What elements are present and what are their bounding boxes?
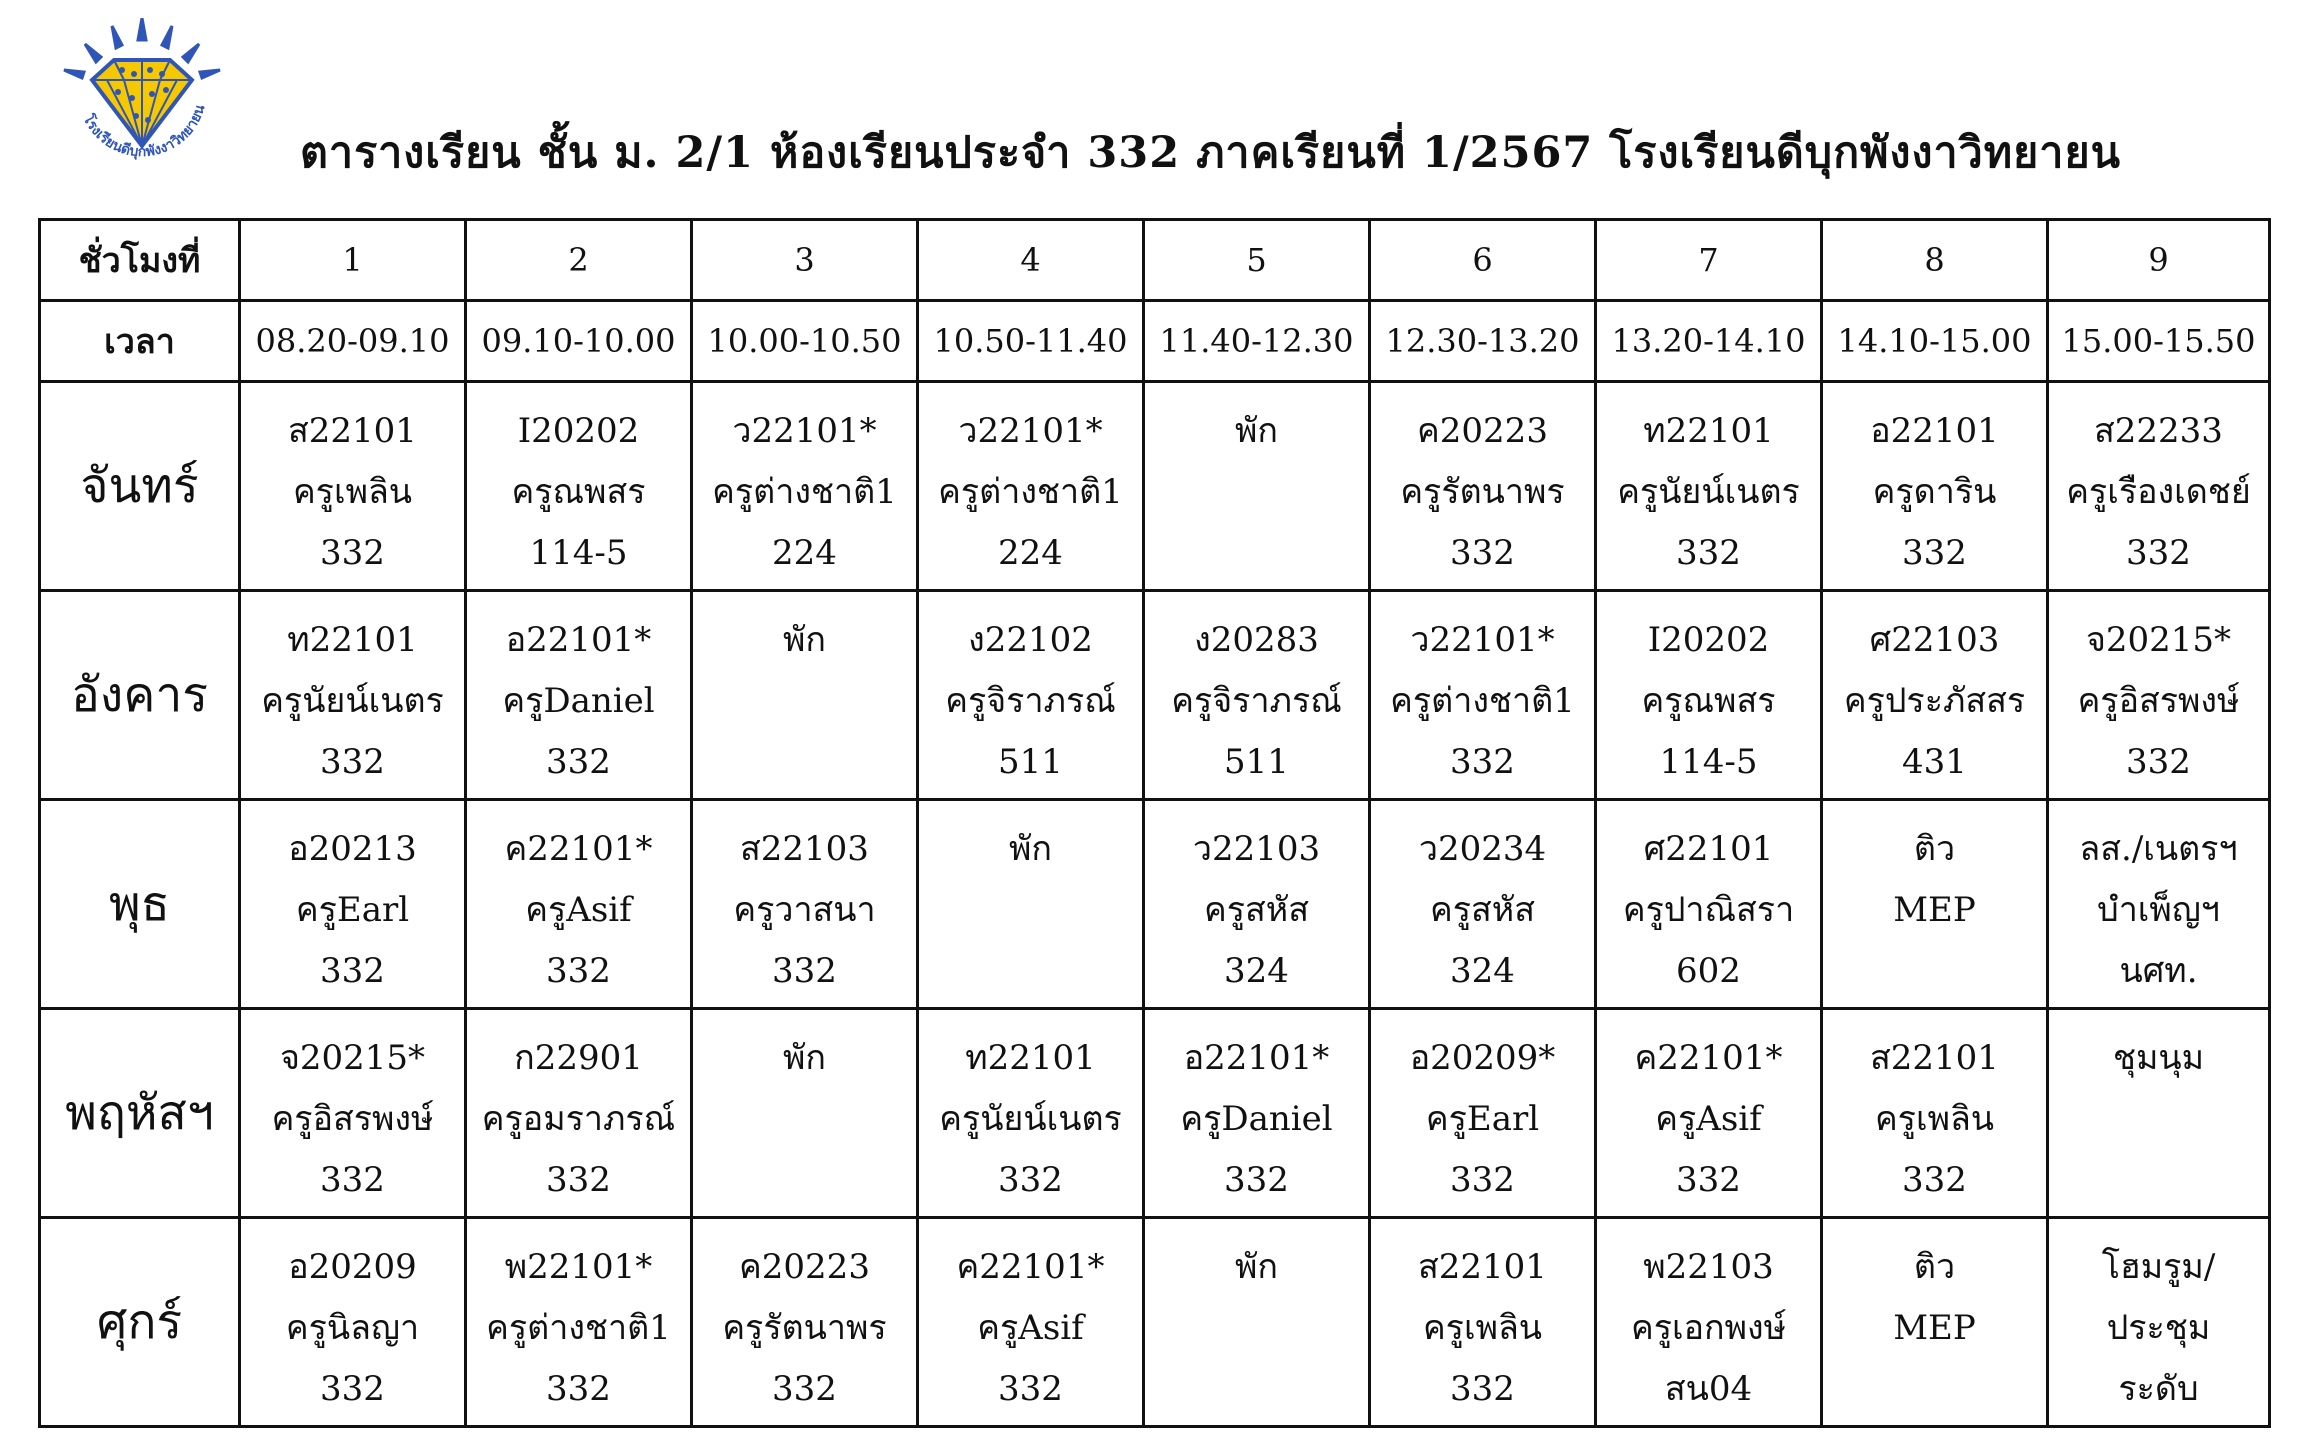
- subject-code: พัก: [783, 1038, 826, 1078]
- subject-code: ค22101*: [1634, 1038, 1783, 1078]
- class-cell: [1370, 1218, 1596, 1427]
- teacher-name: ครูนัยน์เนตร: [939, 1099, 1122, 1139]
- subject-code: จ20215*: [2085, 620, 2232, 660]
- period-number: 3: [692, 220, 918, 301]
- subject-code: ส22101: [1870, 1038, 1999, 1078]
- class-cell: [466, 591, 692, 800]
- class-cell: [2048, 1009, 2270, 1218]
- period-time: 15.00-15.50: [2048, 301, 2270, 382]
- teacher-name: ครูปาณิสรา: [1622, 890, 1795, 930]
- room-number: ระดับ: [2118, 1369, 2199, 1409]
- subject-code: พัก: [1009, 829, 1052, 869]
- class-cell: [918, 591, 1144, 800]
- day-row: [40, 591, 2270, 800]
- subject-code: ลส./เนตรฯ: [2079, 829, 2238, 869]
- diamond-school-emblem-icon: [52, 18, 232, 178]
- day-name: จันทร์: [40, 382, 240, 591]
- class-cell: [240, 382, 466, 591]
- period-number: 6: [1370, 220, 1596, 301]
- room-number: 224: [772, 533, 837, 573]
- subject-code: ค22101*: [504, 829, 653, 869]
- room-number: 332: [1450, 1369, 1515, 1409]
- teacher-name: ครูเพลิน: [1874, 1099, 1995, 1139]
- class-cell: [240, 591, 466, 800]
- room-number: 602: [1676, 951, 1741, 991]
- period-time: 11.40-12.30: [1144, 301, 1370, 382]
- class-cell: [1370, 382, 1596, 591]
- teacher-name: ครูจิราภรณ์: [945, 681, 1116, 721]
- room-number: 114-5: [529, 533, 628, 573]
- period-number: 5: [1144, 220, 1370, 301]
- subject-code: ค22101*: [956, 1247, 1105, 1287]
- class-cell: [2048, 591, 2270, 800]
- class-cell: [692, 1218, 918, 1427]
- teacher-name: ครูวาสนา: [733, 890, 876, 930]
- room-number: 332: [320, 1160, 385, 1200]
- class-cell: [1144, 800, 1370, 1009]
- room-number: 332: [320, 1369, 385, 1409]
- teacher-name: ครูต่างชาติ1: [486, 1308, 671, 1348]
- time-header-row: [40, 301, 2270, 382]
- room-number: 324: [1224, 951, 1289, 991]
- subject-code: ง22102: [968, 620, 1093, 660]
- subject-code: ท22101: [1643, 411, 1774, 451]
- teacher-name: ครูAsif: [525, 890, 632, 930]
- class-cell: [1144, 1218, 1370, 1427]
- room-number: 332: [998, 1160, 1063, 1200]
- period-number: 1: [240, 220, 466, 301]
- room-number: 332: [546, 951, 611, 991]
- class-cell: [466, 1218, 692, 1427]
- subject-code: ติว: [1913, 829, 1956, 869]
- subject-code: จ20215*: [279, 1038, 426, 1078]
- class-cell: [1596, 591, 1822, 800]
- class-cell: [1370, 1009, 1596, 1218]
- subject-code: อ20209: [288, 1247, 417, 1287]
- subject-code: ส22103: [740, 829, 869, 869]
- class-cell: [692, 591, 918, 800]
- period-header-row: [40, 220, 2270, 301]
- subject-code: ว20234: [1418, 829, 1547, 869]
- teacher-name: ครูต่างชาติ1: [938, 472, 1123, 512]
- day-name: พฤหัสฯ: [40, 1009, 240, 1218]
- teacher-name: ครูสหัส: [1430, 890, 1535, 930]
- room-number: 332: [1450, 1160, 1515, 1200]
- subject-code: พัก: [783, 620, 826, 660]
- period-label: ชั่วโมงที่: [40, 220, 240, 301]
- teacher-name: ครูเรืองเดชย์: [2066, 472, 2251, 512]
- room-number: 332: [1450, 533, 1515, 573]
- subject-code: ว22103: [1192, 829, 1321, 869]
- teacher-name: ครูจิราภรณ์: [1171, 681, 1342, 721]
- subject-code: อ20209*: [1409, 1038, 1556, 1078]
- subject-code: อ22101*: [1183, 1038, 1330, 1078]
- teacher-name: ครูเอกพงษ์: [1630, 1308, 1787, 1348]
- teacher-name: ครูเพลิน: [292, 472, 413, 512]
- class-cell: [1144, 1009, 1370, 1218]
- teacher-name: ครูดาริน: [1872, 472, 1997, 512]
- class-cell: [466, 800, 692, 1009]
- teacher-name: ครูสหัส: [1204, 890, 1309, 930]
- teacher-name: ครูอิสรพงษ์: [271, 1099, 434, 1139]
- room-number: 332: [2126, 533, 2191, 573]
- teacher-name: ครูEarl: [295, 890, 410, 930]
- subject-code: ท22101: [965, 1038, 1096, 1078]
- subject-code: I20202: [517, 411, 640, 451]
- teacher-name: ครูAsif: [977, 1308, 1084, 1348]
- room-number: 324: [1450, 951, 1515, 991]
- class-cell: [918, 1009, 1144, 1218]
- subject-code: I20202: [1647, 620, 1770, 660]
- teacher-name: ครูนัยน์เนตร: [261, 681, 444, 721]
- period-time: 09.10-10.00: [466, 301, 692, 382]
- class-cell: [240, 1218, 466, 1427]
- class-cell: [692, 800, 918, 1009]
- day-row: [40, 1218, 2270, 1427]
- teacher-name: ครูต่างชาติ1: [1390, 681, 1575, 721]
- class-cell: [466, 382, 692, 591]
- class-cell: [1822, 800, 2048, 1009]
- class-cell: [1596, 1218, 1822, 1427]
- room-number: นศท.: [2119, 951, 2198, 991]
- room-number: 332: [1450, 742, 1515, 782]
- timetable: [38, 218, 2271, 1428]
- class-cell: [2048, 1218, 2270, 1427]
- subject-code: พัก: [1235, 1247, 1278, 1287]
- room-number: 332: [320, 742, 385, 782]
- class-cell: [692, 1009, 918, 1218]
- room-number: 332: [1902, 533, 1967, 573]
- subject-code: ศ22103: [1869, 620, 2000, 660]
- subject-code: ส22233: [2094, 411, 2223, 451]
- subject-code: ส22101: [1418, 1247, 1547, 1287]
- class-cell: [1596, 800, 1822, 1009]
- class-cell: [1822, 1218, 2048, 1427]
- room-number: 332: [546, 1160, 611, 1200]
- class-cell: [2048, 382, 2270, 591]
- teacher-name: ครูอิสรพงษ์: [2077, 681, 2240, 721]
- subject-code: พ22103: [1643, 1247, 1774, 1287]
- room-number: 332: [772, 1369, 837, 1409]
- subject-code: ชุมนุม: [2112, 1038, 2205, 1078]
- period-time: 10.50-11.40: [918, 301, 1144, 382]
- room-number: 332: [546, 742, 611, 782]
- period-time: 08.20-09.10: [240, 301, 466, 382]
- room-number: 332: [320, 533, 385, 573]
- class-cell: [692, 382, 918, 591]
- teacher-name: ครูณพสร: [1641, 681, 1776, 721]
- period-number: 2: [466, 220, 692, 301]
- room-number: 511: [998, 742, 1063, 782]
- room-number: 431: [1902, 742, 1967, 782]
- period-number: 8: [1822, 220, 2048, 301]
- room-number: 511: [1224, 742, 1289, 782]
- class-cell: [240, 1009, 466, 1218]
- day-row: [40, 800, 2270, 1009]
- class-cell: [1822, 382, 2048, 591]
- class-cell: [240, 800, 466, 1009]
- subject-code: ส22101: [288, 411, 417, 451]
- class-cell: [1144, 591, 1370, 800]
- class-cell: [1596, 1009, 1822, 1218]
- day-name: อังคาร: [40, 591, 240, 800]
- time-label: เวลา: [40, 301, 240, 382]
- period-number: 9: [2048, 220, 2270, 301]
- class-cell: [1144, 382, 1370, 591]
- day-row: [40, 1009, 2270, 1218]
- subject-code: โฮมรูม/: [2101, 1247, 2216, 1287]
- subject-code: ว22101*: [1410, 620, 1555, 660]
- teacher-name: ประชุม: [2106, 1308, 2211, 1348]
- room-number: 332: [1676, 1160, 1741, 1200]
- subject-code: อ20213: [288, 829, 417, 869]
- teacher-name: ครูอมราภรณ์: [481, 1099, 676, 1139]
- teacher-name: ครูเพลิน: [1422, 1308, 1543, 1348]
- page-title: ตารางเรียน ชั้น ม. 2/1 ห้องเรียนประจำ 332 ภาคเรียนที่ 1/2567 โรงเรียนดีบุกพังงาวิทยายน: [300, 128, 2122, 178]
- period-time: 14.10-15.00: [1822, 301, 2048, 382]
- teacher-name: ครูรัตนาพร: [722, 1308, 887, 1348]
- teacher-name: ครูณพสร: [511, 472, 646, 512]
- period-time: 10.00-10.50: [692, 301, 918, 382]
- subject-code: ค20223: [739, 1247, 870, 1287]
- teacher-name: ครูต่างชาติ1: [712, 472, 897, 512]
- subject-code: พ22101*: [504, 1247, 653, 1287]
- period-time: 12.30-13.20: [1370, 301, 1596, 382]
- teacher-name: บำเพ็ญฯ: [2097, 890, 2220, 930]
- class-cell: [1822, 591, 2048, 800]
- room-number: 332: [998, 1369, 1063, 1409]
- class-cell: [1822, 1009, 2048, 1218]
- day-row: [40, 382, 2270, 591]
- subject-code: ว22101*: [732, 411, 877, 451]
- subject-code: ง20283: [1194, 620, 1319, 660]
- subject-code: ท22101: [287, 620, 418, 660]
- room-number: 224: [998, 533, 1063, 573]
- teacher-name: ครูEarl: [1425, 1099, 1540, 1139]
- period-time: 13.20-14.10: [1596, 301, 1822, 382]
- subject-code: ศ22101: [1643, 829, 1774, 869]
- teacher-name: ครูประภัสสร: [1843, 681, 2026, 721]
- teacher-name: ครูนิลญา: [285, 1308, 420, 1348]
- subject-code: ว22101*: [958, 411, 1103, 451]
- room-number: 332: [320, 951, 385, 991]
- subject-code: ก22901: [514, 1038, 643, 1078]
- teacher-name: ครูAsif: [1655, 1099, 1762, 1139]
- teacher-name: MEP: [1893, 1308, 1976, 1348]
- subject-code: อ22101: [1870, 411, 1999, 451]
- room-number: 332: [546, 1369, 611, 1409]
- svg-text:โรงเรียนดีบุกพังงาวิทยายน: โรงเรียนดีบุกพังงาวิทยายน: [80, 102, 208, 160]
- period-number: 7: [1596, 220, 1822, 301]
- day-name: ศุกร์: [40, 1218, 240, 1427]
- class-cell: [2048, 800, 2270, 1009]
- room-number: สน04: [1664, 1369, 1753, 1409]
- subject-code: ติว: [1913, 1247, 1956, 1287]
- day-name: พุธ: [40, 800, 240, 1009]
- room-number: 332: [1224, 1160, 1289, 1200]
- class-cell: [1596, 382, 1822, 591]
- teacher-name: MEP: [1893, 890, 1976, 930]
- teacher-name: ครูDaniel: [502, 681, 655, 721]
- room-number: 332: [1902, 1160, 1967, 1200]
- subject-code: พัก: [1235, 411, 1278, 451]
- period-number: 4: [918, 220, 1144, 301]
- class-cell: [918, 382, 1144, 591]
- subject-code: อ22101*: [505, 620, 652, 660]
- room-number: 114-5: [1659, 742, 1758, 782]
- school-logo: [52, 18, 232, 178]
- class-cell: [466, 1009, 692, 1218]
- class-cell: [1370, 591, 1596, 800]
- class-cell: [918, 800, 1144, 1009]
- teacher-name: ครูนัยน์เนตร: [1617, 472, 1800, 512]
- room-number: 332: [1676, 533, 1741, 573]
- class-cell: [1370, 800, 1596, 1009]
- teacher-name: ครูรัตนาพร: [1400, 472, 1565, 512]
- class-cell: [918, 1218, 1144, 1427]
- teacher-name: ครูDaniel: [1180, 1099, 1333, 1139]
- subject-code: ค20223: [1417, 411, 1548, 451]
- room-number: 332: [772, 951, 837, 991]
- room-number: 332: [2126, 742, 2191, 782]
